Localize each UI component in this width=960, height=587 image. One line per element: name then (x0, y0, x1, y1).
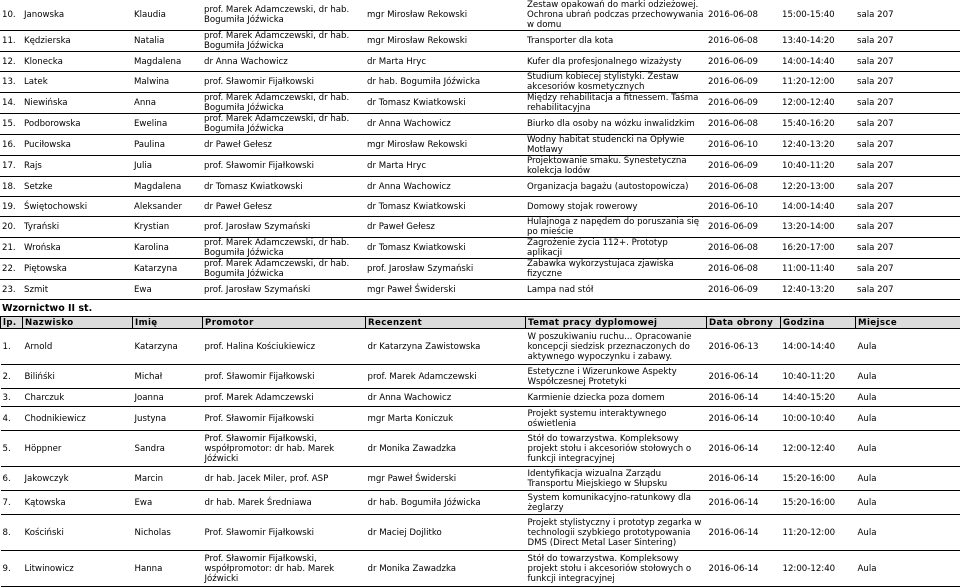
cell-recenzent: prof. Jarosław Szymański (365, 259, 525, 280)
cell-recenzent: mgr Paweł Świderski (366, 467, 526, 491)
header-recenzent: Recenzent (366, 317, 526, 329)
cell-temat: Studium kobiecej stylistyki. Zestaw akcesoriów kosmetycznych (525, 72, 706, 93)
cell-imie: Michał (133, 365, 203, 389)
cell-nazwisko: Rajs (22, 156, 132, 177)
table-row (0, 217, 960, 238)
header-godzina: Godzina (781, 317, 856, 329)
cell-data: 2016-06-14 (707, 515, 781, 551)
cell-nazwisko: Litwinowicz (23, 551, 133, 587)
cell-recenzent: dr Tomasz Kwiatkowski (365, 93, 525, 114)
cell-godzina: 15:20-16:00 (781, 467, 856, 491)
cell-imie: Karolina (132, 238, 202, 259)
cell-temat: Zagrożenie życia 112+. Prototyp aplikacji (525, 238, 706, 259)
table-row (0, 280, 960, 300)
cell-data: 2016-06-09 (706, 72, 780, 93)
cell-data: 2016-06-09 (706, 280, 780, 300)
cell-godzina: 15:20-16:00 (781, 491, 856, 515)
cell-miejsce: sala 207 (855, 197, 960, 217)
cell-temat: Identyfikacja wizualna Zarządu Transportu Miejskiego w Słupsku (526, 467, 707, 491)
cell-nazwisko: Klonecka (22, 52, 132, 72)
header-data: Data obrony (707, 317, 781, 329)
table-row (0, 0, 960, 31)
table-row (1, 551, 960, 587)
header-temat: Temat pracy dyplomowej (526, 317, 707, 329)
cell-lp: 14. (0, 93, 22, 114)
cell-imie: Katarzyna (132, 259, 202, 280)
cell-godzina: 11:00-11:40 (780, 259, 855, 280)
cell-godzina: 16:20-17:00 (780, 238, 855, 259)
cell-lp: 20. (0, 217, 22, 238)
cell-promotor: Prof. Sławomir Fijałkowski (203, 515, 366, 551)
table-row (1, 431, 960, 467)
cell-recenzent: dr Maciej Dojlitko (366, 515, 526, 551)
cell-lp: 21. (0, 238, 22, 259)
cell-temat: Lampa nad stół (525, 280, 706, 300)
table-row (1, 389, 960, 407)
cell-miejsce: sala 207 (855, 135, 960, 156)
table-row (0, 31, 960, 52)
cell-promotor: prof. Marek Adamczewski, dr hab. Bogumiła Jóźwicka (202, 0, 365, 31)
cell-imie: Julia (132, 156, 202, 177)
cell-lp: 1. (1, 329, 23, 365)
cell-data: 2016-06-14 (707, 389, 781, 407)
cell-lp: 23. (0, 280, 22, 300)
table-row (0, 238, 960, 259)
table-row (1, 407, 960, 431)
cell-promotor: prof. Sławomir Fijałkowski (202, 156, 365, 177)
cell-miejsce: sala 207 (855, 238, 960, 259)
cell-miejsce: sala 207 (855, 93, 960, 114)
cell-miejsce: Aula (856, 467, 960, 491)
cell-imie: Natalia (132, 31, 202, 52)
cell-temat: Transporter dla kota (525, 31, 706, 52)
cell-recenzent: dr Anna Wachowicz (366, 389, 526, 407)
cell-recenzent: dr Paweł Gełesz (365, 217, 525, 238)
section-title: Wzornictwo II st. (0, 302, 960, 316)
cell-promotor: dr Tomasz Kwiatkowski (202, 177, 365, 197)
cell-nazwisko: Szmit (22, 280, 132, 300)
cell-nazwisko: Höppner (23, 431, 133, 467)
header-lp: lp. (1, 317, 23, 329)
cell-imie: Anna (132, 93, 202, 114)
cell-data: 2016-06-08 (706, 177, 780, 197)
cell-temat: Zabawka wykorzystujaca zjawiska fizyczne (525, 259, 706, 280)
cell-imie: Ewa (133, 491, 203, 515)
cell-nazwisko: Świętochowski (22, 197, 132, 217)
cell-data: 2016-06-08 (706, 259, 780, 280)
cell-lp: 13. (0, 72, 22, 93)
table-row (0, 72, 960, 93)
cell-temat: Organizacja bagażu (autostopowicza) (525, 177, 706, 197)
cell-miejsce: sala 207 (855, 0, 960, 31)
cell-temat: Zestaw opakowań do marki odzieżowej. Ochrona ubrań podczas przechowywania w domu (525, 0, 706, 31)
cell-promotor: dr hab. Marek Średniawa (203, 491, 366, 515)
cell-lp: 18. (0, 177, 22, 197)
cell-recenzent: dr Monika Zawadzka (366, 551, 526, 587)
cell-recenzent: mgr Marta Koniczuk (366, 407, 526, 431)
cell-data: 2016-06-14 (707, 467, 781, 491)
cell-nazwisko: Arnold (23, 329, 133, 365)
cell-nazwisko: Puciłowska (22, 135, 132, 156)
cell-promotor: prof. Marek Adamczewski, dr hab. Bogumiła Jóźwicka (202, 114, 365, 135)
cell-godzina: 13:40-14:20 (780, 31, 855, 52)
cell-data: 2016-06-10 (706, 135, 780, 156)
cell-data: 2016-06-09 (706, 217, 780, 238)
table-row (1, 491, 960, 515)
cell-temat: Kufer dla profesjonalnego wizażysty (525, 52, 706, 72)
cell-promotor: prof. Marek Adamczewski, dr hab. Bogumiła Jóźwicka (202, 93, 365, 114)
cell-promotor: dr hab. Jacek Miler, prof. ASP (203, 467, 366, 491)
cell-miejsce: Aula (856, 329, 960, 365)
table-row (0, 156, 960, 177)
cell-miejsce: sala 207 (855, 156, 960, 177)
cell-data: 2016-06-14 (707, 551, 781, 587)
table-row (0, 52, 960, 72)
cell-temat: System komunikacyjno-ratunkowy dla żeglarzy (526, 491, 707, 515)
cell-recenzent: dr Katarzyna Zawistowska (366, 329, 526, 365)
cell-miejsce: sala 207 (855, 31, 960, 52)
cell-nazwisko: Charczuk (23, 389, 133, 407)
cell-promotor: prof. Jarosław Szymański (202, 217, 365, 238)
cell-godzina: 12:00-12:40 (780, 93, 855, 114)
cell-lp: 6. (1, 467, 23, 491)
cell-imie: Justyna (133, 407, 203, 431)
cell-data: 2016-06-14 (707, 491, 781, 515)
cell-godzina: 11:20-12:00 (780, 72, 855, 93)
cell-data: 2016-06-13 (707, 329, 781, 365)
cell-nazwisko: Kościński (23, 515, 133, 551)
cell-data: 2016-06-09 (706, 52, 780, 72)
cell-temat: Projekt stylistyczny i prototyp zegarka w technologii szybkiego prototypowania DMS (Direct Metal Laser Sintering) (526, 515, 707, 551)
cell-lp: 3. (1, 389, 23, 407)
cell-godzina: 13:20-14:00 (780, 217, 855, 238)
cell-miejsce: sala 207 (855, 280, 960, 300)
cell-recenzent: dr Anna Wachowicz (365, 177, 525, 197)
cell-nazwisko: Tyrański (22, 217, 132, 238)
cell-nazwisko: Piętowska (22, 259, 132, 280)
cell-lp: 17. (0, 156, 22, 177)
cell-godzina: 10:40-11:20 (780, 156, 855, 177)
cell-nazwisko: Bilińśki (23, 365, 133, 389)
cell-imie: Ewelina (132, 114, 202, 135)
cell-lp: 16. (0, 135, 22, 156)
cell-miejsce: sala 207 (855, 72, 960, 93)
cell-recenzent: dr Tomasz Kwiatkowski (365, 238, 525, 259)
table-row (1, 467, 960, 491)
table-row (0, 177, 960, 197)
cell-miejsce: sala 207 (855, 177, 960, 197)
cell-nazwisko: Kątowska (23, 491, 133, 515)
cell-lp: 15. (0, 114, 22, 135)
cell-recenzent: mgr Mirosław Rekowski (365, 135, 525, 156)
cell-promotor: prof. Sławomir Fijałkowski (203, 365, 366, 389)
cell-imie: Aleksander (132, 197, 202, 217)
table-row (0, 114, 960, 135)
cell-promotor: prof. Marek Adamczewski (203, 389, 366, 407)
cell-recenzent: dr Monika Zawadzka (366, 431, 526, 467)
cell-imie: Magdalena (132, 52, 202, 72)
cell-imie: Magdalena (132, 177, 202, 197)
cell-godzina: 15:40-16:20 (780, 114, 855, 135)
cell-promotor: Prof. Sławomir Fijałkowski, współpromotor: dr hab. Marek Jóźwicki (203, 431, 366, 467)
cell-godzina: 14:00-14:40 (780, 52, 855, 72)
table-row (1, 515, 960, 551)
table-header-row (1, 317, 960, 329)
cell-godzina: 14:00-14:40 (780, 197, 855, 217)
cell-promotor: prof. Marek Adamczewski, dr hab. Bogumiła Jóźwicka (202, 238, 365, 259)
table-row (1, 365, 960, 389)
cell-godzina: 12:40-13:20 (780, 135, 855, 156)
cell-godzina: 12:00-12:40 (781, 431, 856, 467)
cell-nazwisko: Niewińska (22, 93, 132, 114)
cell-lp: 22. (0, 259, 22, 280)
cell-promotor: Prof. Sławomir Fijałkowski (203, 407, 366, 431)
table-row (0, 135, 960, 156)
cell-temat: Wodny habitat studencki na Opływie Motławy (525, 135, 706, 156)
cell-miejsce: Aula (856, 515, 960, 551)
cell-recenzent: dr hab. Bogumiła Jóźwicka (366, 491, 526, 515)
cell-imie: Joanna (133, 389, 203, 407)
cell-temat: Między rehabilitacja a fitnessem. Taśma rehabilitacyjna (525, 93, 706, 114)
cell-imie: Sandra (133, 431, 203, 467)
cell-miejsce: Aula (856, 491, 960, 515)
cell-godzina: 12:00-12:40 (781, 551, 856, 587)
cell-temat: W poszukiwaniu ruchu... Opracowanie koncepcji siedzisk przeznaczonych do aktywnego wypoczynku i zabawy. (526, 329, 707, 365)
cell-lp: 9. (1, 551, 23, 587)
header-miejsce: Miejsce (856, 317, 960, 329)
cell-miejsce: sala 207 (855, 114, 960, 135)
cell-miejsce: Aula (856, 365, 960, 389)
cell-promotor: dr Paweł Gełesz (202, 197, 365, 217)
cell-recenzent: prof. Marek Adamczewski (366, 365, 526, 389)
cell-promotor: dr Paweł Gełesz (202, 135, 365, 156)
cell-imie: Hanna (133, 551, 203, 587)
cell-data: 2016-06-09 (706, 156, 780, 177)
header-nazwisko: Nazwisko (23, 317, 133, 329)
cell-lp: 10. (0, 0, 22, 31)
cell-godzina: 12:40-13:20 (780, 280, 855, 300)
table-row (0, 93, 960, 114)
cell-miejsce: sala 207 (855, 52, 960, 72)
cell-recenzent: dr Marta Hryc (365, 156, 525, 177)
cell-data: 2016-06-14 (707, 407, 781, 431)
cell-miejsce: Aula (856, 431, 960, 467)
cell-temat: Projekt systemu interaktywnego oświetlenia (526, 407, 707, 431)
cell-godzina: 10:00-10:40 (781, 407, 856, 431)
cell-nazwisko: Kędzierska (22, 31, 132, 52)
schedule-table-2 (0, 316, 960, 587)
cell-nazwisko: Chodnikiewicz (23, 407, 133, 431)
cell-promotor: prof. Marek Adamczewski, dr hab. Bogumiła Jóźwicka (202, 31, 365, 52)
cell-godzina: 15:00-15:40 (780, 0, 855, 31)
cell-imie: Paulina (132, 135, 202, 156)
cell-temat: Stół do towarzystwa. Kompleksowy projekt stołu i akcesoriów stołowych o funkcji integracyjnej (526, 431, 707, 467)
cell-imie: Ewa (132, 280, 202, 300)
cell-temat: Biurko dla osoby na wózku inwalidzkim (525, 114, 706, 135)
cell-imie: Krystian (132, 217, 202, 238)
cell-lp: 4. (1, 407, 23, 431)
cell-promotor: prof. Sławomir Fijałkowski (202, 72, 365, 93)
cell-data: 2016-06-08 (706, 31, 780, 52)
cell-miejsce: Aula (856, 551, 960, 587)
cell-promotor: dr Anna Wachowicz (202, 52, 365, 72)
cell-lp: 7. (1, 491, 23, 515)
cell-lp: 11. (0, 31, 22, 52)
cell-recenzent: dr Tomasz Kwiatkowski (365, 197, 525, 217)
cell-imie: Klaudia (132, 0, 202, 31)
cell-imie: Marcin (133, 467, 203, 491)
cell-data: 2016-06-08 (706, 114, 780, 135)
cell-lp: 8. (1, 515, 23, 551)
cell-imie: Nicholas (133, 515, 203, 551)
cell-nazwisko: Podborowska (22, 114, 132, 135)
cell-temat: Estetyczne i Wizerunkowe Aspekty Współczesnej Protetyki (526, 365, 707, 389)
cell-temat: Stół do towarzystwa. Kompleksowy projekt stołu i akcesoriów stołowych o funkcji integracyjnej (526, 551, 707, 587)
cell-lp: 2. (1, 365, 23, 389)
cell-temat: Domowy stojak rowerowy (525, 197, 706, 217)
cell-miejsce: sala 207 (855, 259, 960, 280)
cell-recenzent: mgr Mirosław Rekowski (365, 31, 525, 52)
cell-data: 2016-06-14 (707, 431, 781, 467)
cell-miejsce: Aula (856, 389, 960, 407)
cell-data: 2016-06-08 (706, 0, 780, 31)
cell-data: 2016-06-10 (706, 197, 780, 217)
cell-nazwisko: Setzke (22, 177, 132, 197)
table-row (0, 197, 960, 217)
cell-godzina: 10:40-11:20 (781, 365, 856, 389)
cell-godzina: 14:00-14:40 (781, 329, 856, 365)
cell-imie: Malwina (132, 72, 202, 93)
cell-lp: 12. (0, 52, 22, 72)
cell-recenzent: mgr Paweł Świderski (365, 280, 525, 300)
cell-recenzent: dr hab. Bogumiła Jóźwicka (365, 72, 525, 93)
cell-nazwisko: Jakowczyk (23, 467, 133, 491)
cell-data: 2016-06-09 (706, 93, 780, 114)
cell-miejsce: Aula (856, 407, 960, 431)
cell-promotor: prof. Marek Adamczewski, dr hab. Bogumiła Jóźwicka (202, 259, 365, 280)
cell-temat: Hulajnoga z napędem do poruszania się po mieście (525, 217, 706, 238)
cell-data: 2016-06-14 (707, 365, 781, 389)
table-row (0, 259, 960, 280)
header-promotor: Promotor (203, 317, 366, 329)
cell-lp: 19. (0, 197, 22, 217)
cell-nazwisko: Janowska (22, 0, 132, 31)
cell-imie: Katarzyna (133, 329, 203, 365)
cell-promotor: prof. Halina Kościukiewicz (203, 329, 366, 365)
cell-lp: 5. (1, 431, 23, 467)
cell-promotor: prof. Jarosław Szymański (202, 280, 365, 300)
table-row (1, 329, 960, 365)
cell-recenzent: dr Marta Hryc (365, 52, 525, 72)
cell-temat: Projektowanie smaku. Synestetyczna kolekcja lodów (525, 156, 706, 177)
header-imie: Imię (133, 317, 203, 329)
cell-temat: Karmienie dziecka poza domem (526, 389, 707, 407)
cell-godzina: 12:20-13:00 (780, 177, 855, 197)
cell-data: 2016-06-08 (706, 238, 780, 259)
cell-recenzent: mgr Mirosław Rekowski (365, 0, 525, 31)
cell-nazwisko: Wrońska (22, 238, 132, 259)
cell-godzina: 14:40-15:20 (781, 389, 856, 407)
cell-promotor: Prof. Sławomir Fijałkowski, współpromotor: dr hab. Marek Jóźwicki (203, 551, 366, 587)
cell-miejsce: sala 207 (855, 217, 960, 238)
cell-recenzent: dr Anna Wachowicz (365, 114, 525, 135)
cell-nazwisko: Latek (22, 72, 132, 93)
cell-godzina: 11:20-12:00 (781, 515, 856, 551)
